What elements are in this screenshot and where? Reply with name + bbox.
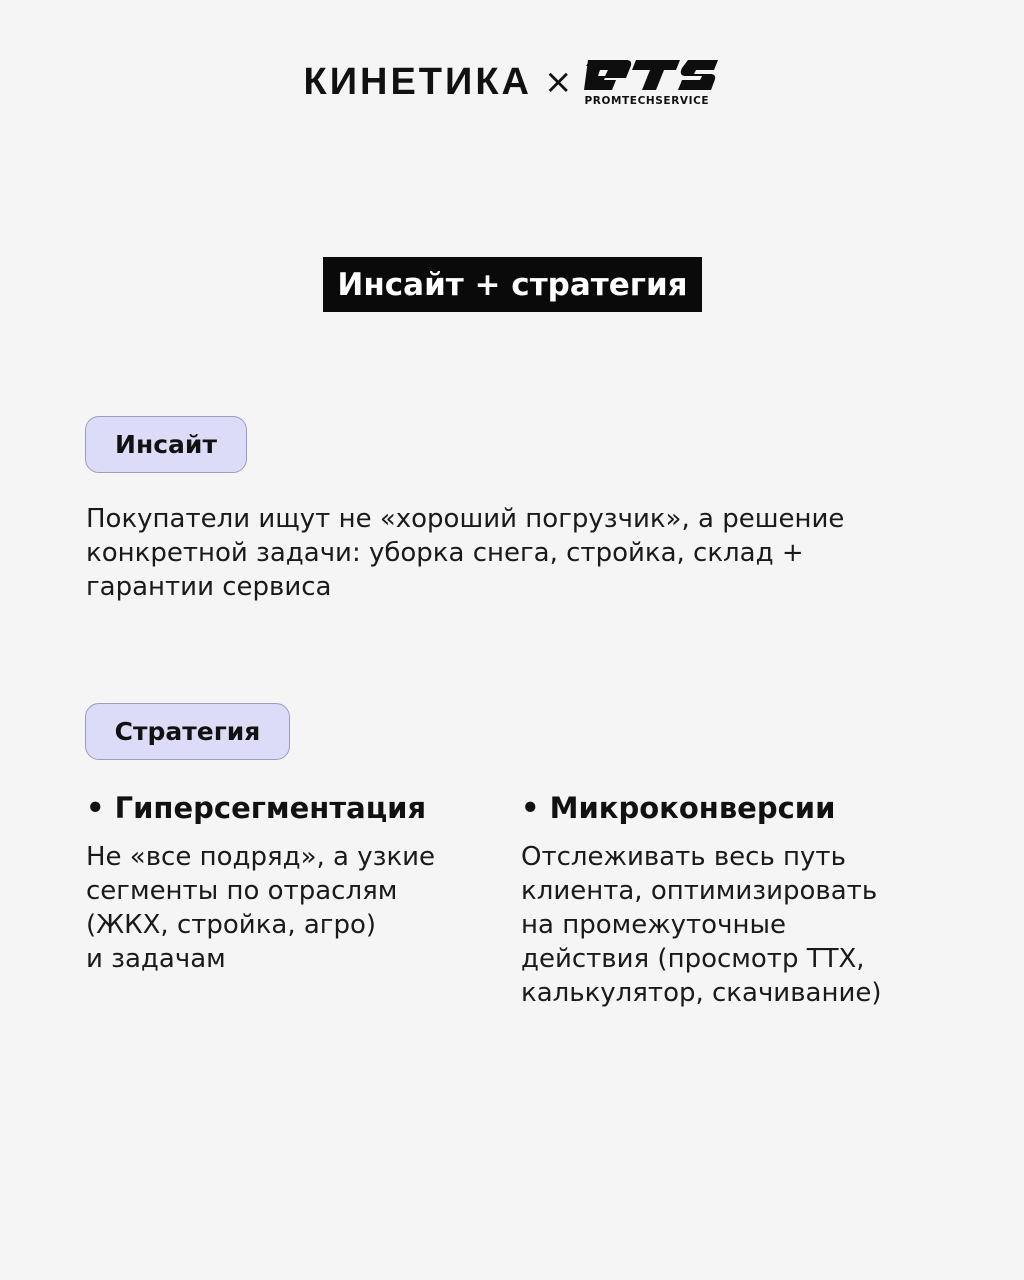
strategy-item-line: калькулятор, скачивание) bbox=[521, 978, 882, 1008]
pts-logo-mark bbox=[584, 58, 720, 94]
insight-line: Покупатели ищут не «хороший погрузчик», а решение bbox=[86, 504, 845, 534]
strategy-item-body bbox=[521, 840, 961, 1010]
strategy-item-heading: • Гиперсегментация bbox=[86, 791, 427, 825]
strategy-item-line: Не «все подряд», а узкие bbox=[86, 842, 436, 872]
strategy-item-line: Отслеживать весь путь bbox=[521, 842, 846, 872]
strategy-item-heading: • Микроконверсии bbox=[521, 791, 836, 825]
collaboration-separator: × bbox=[543, 62, 573, 102]
header bbox=[0, 52, 1024, 112]
strategy-item-line: действия (просмотр ТТХ, bbox=[521, 944, 865, 974]
strategy-item-line: и задачам bbox=[86, 944, 226, 974]
insight-label-pill: Инсайт bbox=[85, 416, 247, 473]
strategy-item-body bbox=[86, 840, 506, 976]
strategy-item-line: клиента, оптимизировать bbox=[521, 876, 878, 906]
strategy-item-line: (ЖКХ, стройка, агро) bbox=[86, 910, 377, 940]
strategy-label-pill: Стратегия bbox=[85, 703, 290, 760]
insight-line: гарантии сервиса bbox=[86, 572, 332, 602]
strategy-item-microconversions bbox=[521, 788, 961, 1010]
kinetika-logo: КИНЕТИКА bbox=[303, 60, 532, 103]
pts-logo-subtitle: PROMTECHSERVICE bbox=[584, 94, 710, 107]
page-title: Инсайт + стратегия bbox=[323, 257, 702, 312]
insight-line: конкретной задачи: уборка снега, стройка, склад + bbox=[86, 538, 804, 568]
strategy-item-line: на промежуточные bbox=[521, 910, 786, 940]
insight-text bbox=[86, 502, 946, 604]
pts-logo bbox=[584, 58, 720, 107]
strategy-item-hypersegmentation bbox=[86, 788, 506, 976]
strategy-item-line: сегменты по отраслям bbox=[86, 876, 398, 906]
